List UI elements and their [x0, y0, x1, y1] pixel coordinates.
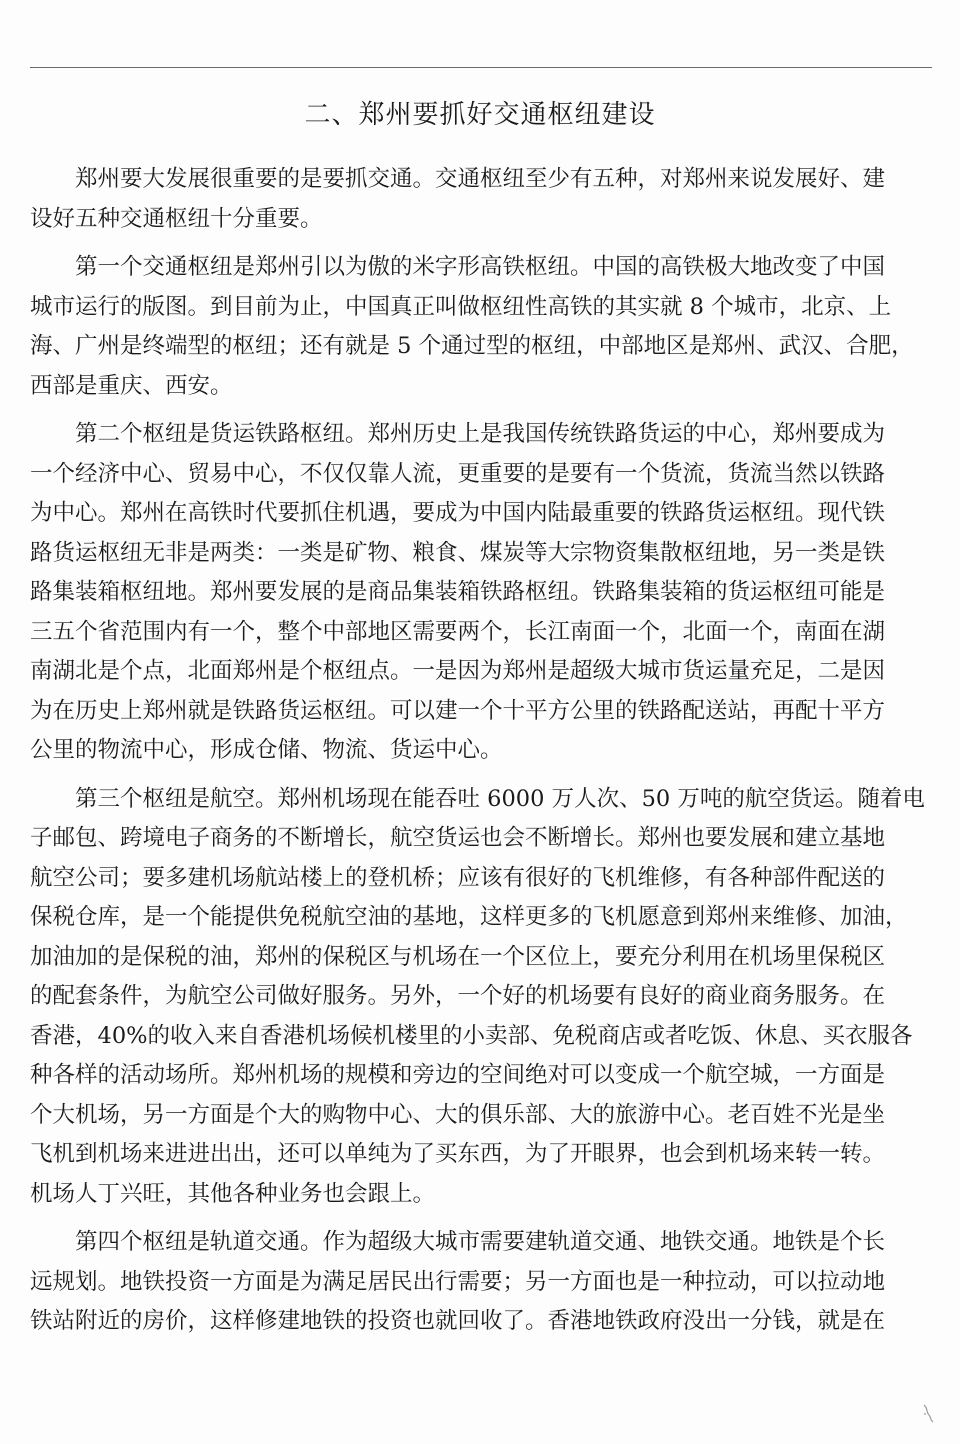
text-line: 飞机到机场来进进出出，还可以单纯为了买东西，为了开眼界，也会到机场来转一转。	[30, 1141, 886, 1167]
text-line: 种各样的活动场所。郑州机场的规模和旁边的空间绝对可以变成一个航空城，一方面是	[30, 1062, 886, 1088]
text-line: 西部是重庆、西安。	[30, 372, 233, 399]
text-line: 加油加的是保税的油，郑州的保税区与机场在一个区位上，要充分利用在机场里保税区	[30, 943, 886, 970]
text-line: 路集装箱枢纽地。郑州要发展的是商品集装箱铁路枢纽。铁路集装箱的货运枢纽可能是	[30, 579, 886, 605]
text-line: 城市运行的版图。到目前为止，中国真正叫做枢纽性高铁的其实就 8 个城市，北京、上	[30, 293, 892, 320]
paragraph-3	[30, 415, 935, 771]
section-heading: 二、郑州要抓好交通枢纽建设	[304, 100, 656, 130]
text-line: 第三个枢纽是航空。郑州机场现在能吞吐 6000 万人次、50 万吨的航空货运。随着电	[75, 785, 925, 812]
text-line: 第一个交通枢纽是郑州引以为傲的米字形高铁枢纽。中国的高铁极大地改变了中国	[75, 254, 886, 280]
text-line: 设好五种交通枢纽十分重要。	[30, 205, 323, 232]
text-line: 第二个枢纽是货运铁路枢纽。郑州历史上是我国传统铁路货运的中心，郑州要成为	[75, 421, 886, 447]
text-line: 为中心。郑州在高铁时代要抓住机遇，要成为中国内陆最重要的铁路货运枢纽。现代铁	[30, 500, 886, 526]
text-line: 郑州要大发展很重要的是要抓交通。交通枢纽至少有五种，对郑州来说发展好、建	[75, 166, 886, 192]
text-line: 的配套条件，为航空公司做好服务。另外，一个好的机场要有良好的商业商务服务。在	[30, 983, 886, 1009]
text-line: 子邮包、跨境电子商务的不断增长，航空货运也会不断增长。郑州也要发展和建立基地	[30, 825, 886, 851]
text-line: 保税仓库，是一个能提供免税航空油的基地，这样更多的飞机愿意到郑州来维修、加油，	[30, 904, 908, 930]
text-line: 机场人丁兴旺，其他各种业务也会跟上。	[30, 1180, 436, 1207]
document-body	[30, 160, 935, 1351]
text-line: 路货运枢纽无非是两类：一类是矿物、粮食、煤炭等大宗物资集散枢纽地，另一类是铁	[30, 539, 886, 566]
text-line: 航空公司；要多建机场航站楼上的登机桥；应该有很好的飞机维修，有各种部件配送的	[30, 864, 886, 891]
paragraph-4	[30, 780, 935, 1215]
text-line: 香港，40%的收入来自香港机场候机楼里的小卖部、免税商店或者吃饭、休息、买衣服各	[30, 1022, 913, 1049]
text-line: 南湖北是个点，北面郑州是个枢纽点。一是因为郑州是超级大城市货运量充足，二是因	[30, 658, 886, 684]
text-line: 铁站附近的房价，这样修建地铁的投资也就回收了。香港地铁政府没出一分钱，就是在	[30, 1308, 886, 1334]
text-line: 第四个枢纽是轨道交通。作为超级大城市需要建轨道交通、地铁交通。地铁是个长	[75, 1229, 886, 1255]
paragraph-2	[30, 248, 935, 406]
paragraph-5	[30, 1223, 935, 1342]
text-line: 远规划。地铁投资一方面是为满足居民出行需要；另一方面也是一种拉动，可以拉动地	[30, 1268, 886, 1295]
paragraph-1	[30, 160, 935, 239]
text-line: 为在历史上郑州就是铁路货运枢纽。可以建一个十平方公里的铁路配送站，再配十平方	[30, 697, 886, 724]
text-line: 海、广州是终端型的枢纽；还有就是 5 个通过型的枢纽，中部地区是郑州、武汉、合肥，	[30, 333, 914, 359]
text-line: 个大机场，另一方面是个大的购物中心、大的俱乐部、大的旅游中心。老百姓不光是坐	[30, 1101, 886, 1128]
text-line: 一个经济中心、贸易中心，不仅仅靠人流，更重要的是要有一个货流，货流当然以铁路	[30, 460, 886, 487]
text-line: 三五个省范围内有一个，整个中部地区需要两个，长江南面一个，北面一个，南面在湖	[30, 618, 886, 645]
text-line: 公里的物流中心，形成仓储、物流、货运中心。	[30, 737, 503, 763]
header-rule	[30, 67, 932, 68]
corner-mark-icon	[920, 1402, 936, 1424]
